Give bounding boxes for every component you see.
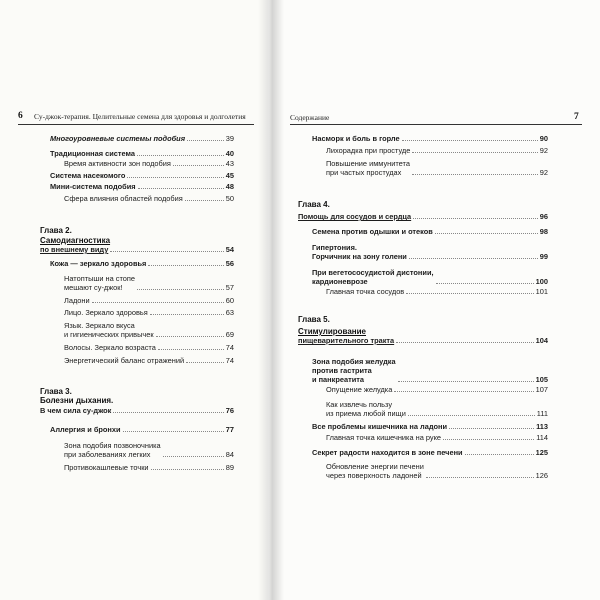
chapter-title[interactable]: Болезни дыхания. <box>40 396 114 405</box>
book-gutter-shadow <box>258 0 284 600</box>
toc-entry[interactable]: При вегетососудистой дистонии, кардионеврозе 100 <box>312 268 548 286</box>
toc-entry[interactable]: Секрет радости находится в зоне печени 125 <box>312 448 548 457</box>
toc-entry[interactable]: Все проблемы кишечника на ладони 113 <box>312 422 548 431</box>
running-head-left: Су-джок-терапия. Целительные семена для здоровья и долголетия <box>34 112 246 121</box>
toc-entry[interactable]: Энергетический баланс отражений 74 <box>64 356 234 365</box>
left-page <box>0 0 282 600</box>
chapter-title-line[interactable]: В чем сила су-джок 76 <box>40 406 234 415</box>
toc-entry[interactable]: Язык. Зеркало вкуса и гигиенических привычек 69 <box>64 321 234 339</box>
toc-entry[interactable]: Зона подобия желудка против гастрита и панкреатита 105 <box>312 357 548 384</box>
toc-entry[interactable]: Противокашлевые точки 89 <box>64 463 234 472</box>
chapter-title-line[interactable]: Помощь для сосудов и сердца 96 <box>298 212 548 221</box>
toc-entry[interactable]: Обновление энергии печени через поверхность ладоней 126 <box>326 462 548 480</box>
chapter-title[interactable]: Самодиагностика <box>40 236 111 245</box>
right-page <box>268 0 600 600</box>
toc-entry[interactable]: Сфера влияния областей подобия 50 <box>64 194 234 203</box>
chapter-title-line[interactable]: по внешнему виду 54 <box>40 245 234 254</box>
toc-entry[interactable]: Кожа — зеркало здоровья 56 <box>50 259 234 268</box>
toc-entry[interactable]: Зона подобия позвоночника при заболеваниях легких 84 <box>64 441 234 459</box>
toc-entry[interactable]: Повышение иммунитета при частых простудах 92 <box>326 159 548 177</box>
chapter-label: Глава 5. <box>298 315 330 324</box>
toc-entry[interactable]: Лихорадка при простуде 92 <box>326 146 548 155</box>
chapter-title[interactable]: Стимулирование <box>298 327 367 336</box>
toc-entry[interactable]: Как извлечь пользу из приема любой пищи 111 <box>326 400 548 418</box>
toc-entry[interactable]: Аллергия и бронхи 77 <box>50 425 234 434</box>
toc-entry[interactable]: Семена против одышки и отеков 98 <box>312 227 548 236</box>
toc-entry[interactable]: Главная точка кишечника на руке 114 <box>326 433 548 442</box>
toc-entry[interactable]: Время активности зон подобия 43 <box>64 159 234 168</box>
chapter-label: Глава 2. <box>40 226 72 235</box>
running-head-right: Содержание <box>290 113 330 122</box>
toc-entry[interactable]: Опущение желудка 107 <box>326 385 548 394</box>
toc-entry[interactable]: Традиционная система 40 <box>50 149 234 158</box>
toc-entry[interactable]: Натоптыши на стопе мешают су-джок! 57 <box>64 274 234 292</box>
toc-entry[interactable]: Насморк и боль в горле 90 <box>312 134 548 143</box>
header-rule-right <box>290 124 582 125</box>
toc-entry[interactable]: Ладони 60 <box>64 296 234 305</box>
chapter-label: Глава 3. <box>40 387 72 396</box>
toc-entry[interactable]: Главная точка сосудов 101 <box>326 287 548 296</box>
page-number-left: 6 <box>18 111 23 121</box>
toc-entry[interactable]: Лицо. Зеркало здоровья 63 <box>64 308 234 317</box>
toc-entry[interactable]: Многоуровневые системы подобия 39 <box>50 134 234 143</box>
page-number-right: 7 <box>574 112 579 122</box>
toc-entry[interactable]: Мини-система подобия 48 <box>50 182 234 191</box>
chapter-title-line[interactable]: пищеварительного тракта 104 <box>298 336 548 345</box>
toc-entry[interactable]: Система насекомого 45 <box>50 171 234 180</box>
toc-entry[interactable]: Гипертония. Горчичник на зону голени 99 <box>312 243 548 261</box>
chapter-label: Глава 4. <box>298 200 330 209</box>
header-rule-left <box>18 124 254 125</box>
toc-entry[interactable]: Волосы. Зеркало возраста 74 <box>64 343 234 352</box>
